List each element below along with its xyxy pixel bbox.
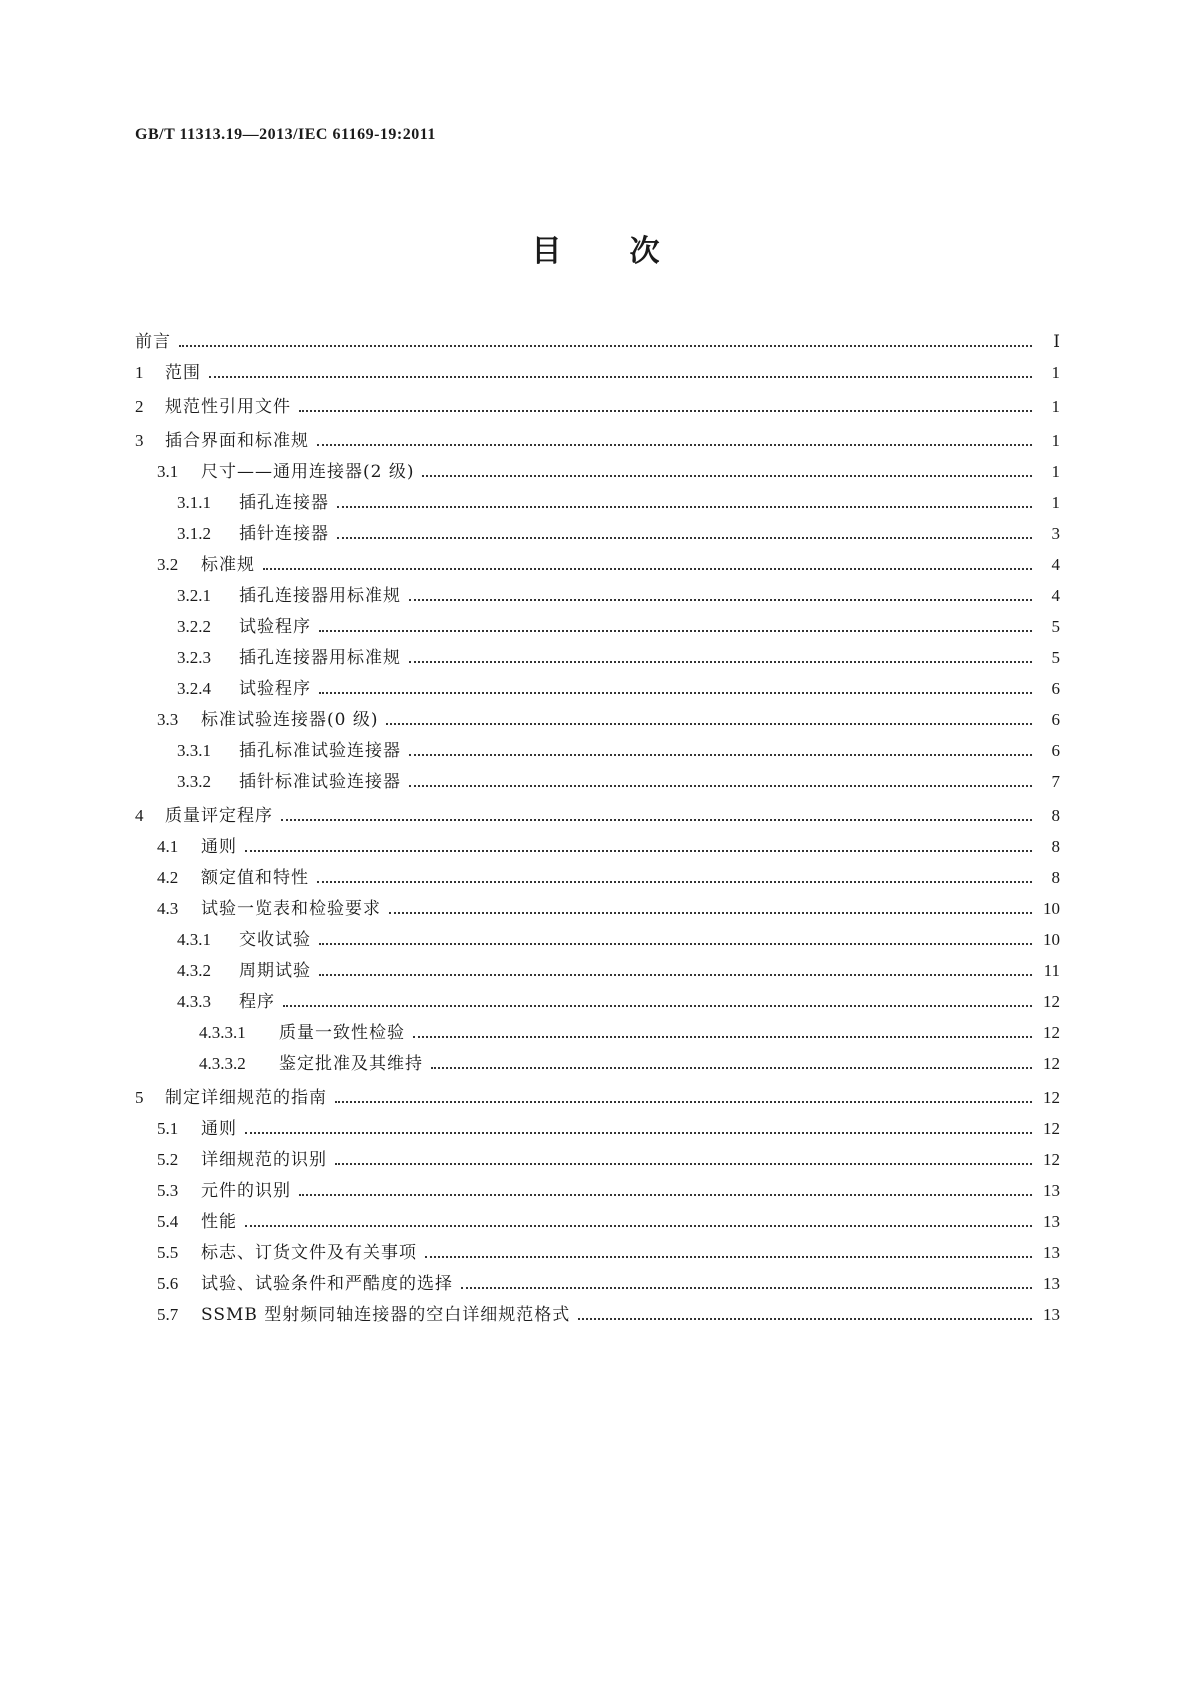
toc-entry[interactable] (135, 831, 1060, 862)
toc-entry[interactable] (135, 862, 1060, 893)
toc-entry-number: 5.2 (157, 1150, 179, 1169)
toc-entry-number: 5.4 (157, 1212, 179, 1231)
toc-entry-number: 5.7 (157, 1305, 179, 1324)
toc-entry[interactable] (135, 549, 1060, 580)
toc-entry-page: 6 (1051, 741, 1060, 760)
toc-entry-title: 标准规 (201, 555, 255, 575)
toc-entry-number: 5 (135, 1088, 144, 1107)
toc-entry-title: 插针连接器 (239, 524, 329, 544)
toc-entry-title: 插孔连接器用标准规 (239, 586, 401, 606)
dot-leader (299, 408, 1032, 412)
standard-code: GB/T 11313.19—2013/IEC 61169-19:2011 (135, 126, 436, 143)
toc-entry-page: 10 (1043, 930, 1060, 949)
toc-entry-page: 8 (1051, 837, 1060, 856)
toc-entry[interactable] (135, 1082, 1060, 1113)
dot-leader (319, 972, 1032, 976)
toc-entry-page: 12 (1043, 1054, 1060, 1073)
toc-entry-number: 5.3 (157, 1181, 179, 1200)
dot-leader (409, 597, 1032, 601)
toc-entry-number: 4.2 (157, 868, 179, 887)
dot-leader (245, 1130, 1032, 1134)
toc-entry-page: 12 (1043, 992, 1060, 1011)
toc-entry-title: 插合界面和标准规 (165, 431, 309, 451)
dot-leader (337, 535, 1032, 539)
dot-leader (413, 1034, 1032, 1038)
toc-entry-number: 3 (135, 431, 144, 450)
toc-entry-number: 4.1 (157, 837, 179, 856)
toc-entry[interactable] (135, 735, 1060, 766)
toc-entry[interactable] (135, 1299, 1060, 1330)
toc-entry-title: 插孔标准试验连接器 (239, 741, 401, 761)
toc-entry-title: 交收试验 (239, 930, 311, 950)
toc-entry-number: 4 (135, 806, 144, 825)
toc-entry-page: 1 (1051, 363, 1060, 382)
toc-entry-page: 1 (1051, 462, 1060, 481)
dot-leader (409, 659, 1032, 663)
toc-entry-page: 1 (1051, 493, 1060, 512)
toc-entry-title: 范围 (165, 363, 201, 383)
toc-entry-title: 性能 (201, 1212, 237, 1232)
toc-entry-title: 通则 (201, 1119, 237, 1139)
toc-entry[interactable] (135, 800, 1060, 831)
dot-leader (263, 566, 1032, 570)
toc-entry[interactable] (135, 924, 1060, 955)
dot-leader (461, 1285, 1032, 1289)
toc-entry[interactable] (135, 487, 1060, 518)
toc-entry-page: 13 (1043, 1212, 1060, 1231)
dot-leader (245, 1223, 1032, 1227)
toc-entry[interactable] (135, 893, 1060, 924)
toc-entry-page: 11 (1043, 961, 1060, 980)
toc-entry-title: 程序 (239, 992, 275, 1012)
toc-entry-number: 3.2.4 (177, 679, 211, 698)
toc-entry-number: 1 (135, 363, 144, 382)
toc-entry-title: 试验、试验条件和严酷度的选择 (201, 1274, 453, 1294)
dot-leader (422, 473, 1032, 477)
toc-entry-title: 标准试验连接器(0 级) (201, 710, 379, 730)
dot-leader (389, 910, 1032, 914)
toc-entry-number: 5.1 (157, 1119, 179, 1138)
dot-leader (179, 343, 1032, 347)
toc-entry-number: 5.5 (157, 1243, 179, 1262)
toc-entry[interactable] (135, 1017, 1060, 1048)
toc-entry-title: 鉴定批准及其维持 (279, 1054, 423, 1074)
toc-entry-page: 1 (1051, 431, 1060, 450)
toc-entry-number: 4.3.3.1 (199, 1023, 246, 1042)
toc-entry-number: 4.3 (157, 899, 179, 918)
dot-leader (409, 783, 1032, 787)
toc-entry[interactable] (135, 704, 1060, 735)
toc-entry[interactable] (135, 955, 1060, 986)
toc-entry-title: 制定详细规范的指南 (165, 1088, 327, 1108)
toc-entry-number: 3.3.2 (177, 772, 211, 791)
dot-leader (317, 879, 1032, 883)
toc-entry-page: 12 (1043, 1088, 1060, 1107)
toc-entry-title: 通则 (201, 837, 237, 857)
toc-entry-page: 4 (1051, 555, 1060, 574)
toc-entry[interactable] (135, 425, 1060, 456)
toc-entry-page: 13 (1043, 1274, 1060, 1293)
dot-leader (319, 690, 1032, 694)
toc-entry-number: 4.3.3.2 (199, 1054, 246, 1073)
toc-entry-title: 插针标准试验连接器 (239, 772, 401, 792)
dot-leader (425, 1254, 1032, 1258)
toc-entry-page: 12 (1043, 1119, 1060, 1138)
toc-entry-number: 2 (135, 397, 144, 416)
toc-entry[interactable] (135, 611, 1060, 642)
toc-entry-number: 3.2.1 (177, 586, 211, 605)
toc-entry-page: 12 (1043, 1023, 1060, 1042)
dot-leader (337, 504, 1032, 508)
toc-entry-page: 13 (1043, 1181, 1060, 1200)
toc-entry-title: 额定值和特性 (201, 868, 309, 888)
toc-entry-number: 3.2.3 (177, 648, 211, 667)
toc-entry[interactable] (135, 673, 1060, 704)
toc-entry-page: 12 (1043, 1150, 1060, 1169)
dot-leader (335, 1099, 1032, 1103)
toc-entry-page: 5 (1051, 648, 1060, 667)
toc-entry-page: 5 (1051, 617, 1060, 636)
toc-entry-page: 1 (1051, 397, 1060, 416)
toc-entry-title: SSMB 型射频同轴连接器的空白详细规范格式 (201, 1305, 571, 1325)
dot-leader (299, 1192, 1032, 1196)
toc-entry-title: 尺寸——通用连接器(2 级) (201, 462, 415, 482)
toc-entry[interactable] (135, 1206, 1060, 1237)
toc-entry-number: 4.3.3 (177, 992, 211, 1011)
dot-leader (578, 1316, 1032, 1320)
toc-entry-number: 4.3.1 (177, 930, 211, 949)
toc-entry-title: 试验程序 (239, 679, 311, 699)
toc-entry-title: 质量一致性检验 (279, 1023, 405, 1043)
toc-entry-number: 3.1.1 (177, 493, 211, 512)
dot-leader (386, 721, 1032, 725)
toc-entry-number: 3.1.2 (177, 524, 211, 543)
dot-leader (283, 1003, 1032, 1007)
toc-entry-title: 插孔连接器 (239, 493, 329, 513)
dot-leader (319, 941, 1032, 945)
toc-entry-title: 插孔连接器用标准规 (239, 648, 401, 668)
toc-entry[interactable] (135, 580, 1060, 611)
toc-entry-page: 4 (1051, 586, 1060, 605)
dot-leader (281, 817, 1032, 821)
toc-entry-page: 7 (1051, 772, 1060, 791)
dot-leader (335, 1161, 1032, 1165)
toc-entry[interactable] (135, 357, 1060, 388)
toc-entry[interactable] (135, 642, 1060, 673)
toc-entry[interactable] (135, 986, 1060, 1017)
toc-entry-page: 3 (1051, 524, 1060, 543)
toc-entry[interactable] (135, 1237, 1060, 1268)
toc-entry-title: 试验一览表和检验要求 (201, 899, 381, 919)
toc-entry[interactable] (135, 518, 1060, 549)
dot-leader (431, 1065, 1032, 1069)
toc-entry[interactable] (135, 766, 1060, 797)
toc-entry-number: 3.1 (157, 462, 179, 481)
page-title: 目次 (531, 234, 728, 269)
toc-entry[interactable] (135, 1048, 1060, 1079)
toc-entry-number: 3.3 (157, 710, 179, 729)
toc-entry-number: 3.2.2 (177, 617, 211, 636)
toc-entry[interactable] (135, 1113, 1060, 1144)
toc-entry-page: 6 (1051, 679, 1060, 698)
toc-entry-title: 元件的识别 (201, 1181, 291, 1201)
dot-leader (317, 442, 1032, 446)
dot-leader (209, 374, 1032, 378)
toc-entry[interactable] (135, 1175, 1060, 1206)
table-of-contents (135, 326, 1060, 1330)
toc-entry-title: 试验程序 (239, 617, 311, 637)
toc-entry[interactable] (135, 391, 1060, 422)
toc-entry[interactable] (135, 326, 1060, 357)
toc-entry-page: 10 (1043, 899, 1060, 918)
toc-entry[interactable] (135, 1144, 1060, 1175)
toc-entry-page: 8 (1051, 806, 1060, 825)
toc-entry-title: 标志、订货文件及有关事项 (201, 1243, 417, 1263)
dot-leader (245, 848, 1032, 852)
dot-leader (319, 628, 1032, 632)
toc-entry-title: 周期试验 (239, 961, 311, 981)
toc-entry-number: 5.6 (157, 1274, 179, 1293)
toc-entry-page: 13 (1043, 1243, 1060, 1262)
toc-entry-page: 6 (1051, 710, 1060, 729)
toc-entry-page: 8 (1051, 868, 1060, 887)
toc-entry-title: 规范性引用文件 (165, 397, 291, 417)
toc-entry[interactable] (135, 1268, 1060, 1299)
toc-entry-title: 详细规范的识别 (201, 1150, 327, 1170)
toc-entry-number: 4.3.2 (177, 961, 211, 980)
toc-entry-number: 3.2 (157, 555, 179, 574)
dot-leader (409, 752, 1032, 756)
toc-entry-number: 3.3.1 (177, 741, 211, 760)
toc-entry-title: 质量评定程序 (165, 806, 273, 826)
toc-entry-page: Ⅰ (1053, 332, 1060, 351)
toc-entry-page: 13 (1043, 1305, 1060, 1324)
toc-entry-title: 前言 (135, 332, 171, 352)
toc-entry[interactable] (135, 456, 1060, 487)
